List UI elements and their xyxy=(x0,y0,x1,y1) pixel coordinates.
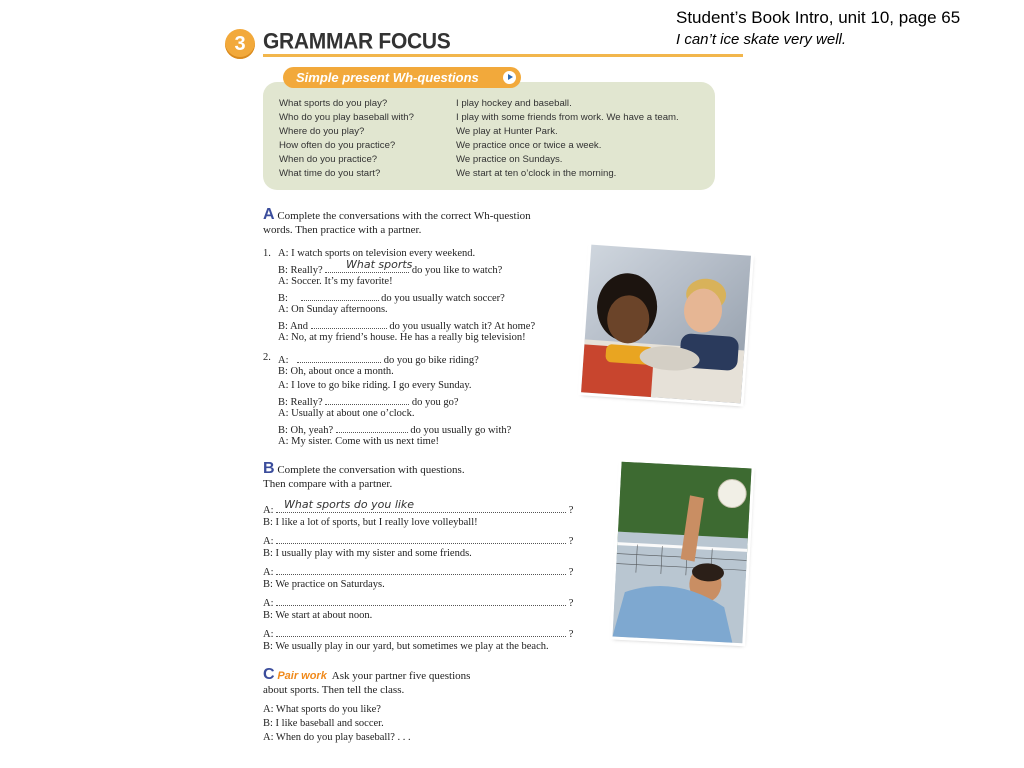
line-text: do you go bike riding? xyxy=(383,355,479,366)
section-b-answer-line: B: I like a lot of sports, but I really love volleyball! xyxy=(263,517,478,528)
section-b-question-line xyxy=(263,595,573,609)
grammar-subtitle-pill: Simple present Wh-questions xyxy=(283,67,521,88)
section-b-letter: B xyxy=(263,460,275,477)
line-label: A: xyxy=(263,505,274,516)
conv2-line xyxy=(278,394,459,408)
line-text: B: Really? xyxy=(278,397,323,408)
grammar-answer: We practice once or twice a week. xyxy=(456,140,602,151)
conv1-line xyxy=(278,318,535,332)
question-mark: ? xyxy=(568,505,574,516)
conv1-line: A: No, at my friend’s house. He has a really big television! xyxy=(278,332,526,343)
slide-header-title: Student’s Book Intro, unit 10, page 65 xyxy=(676,8,961,27)
line-text: B: Really? xyxy=(278,265,323,276)
photo-volleyball-player xyxy=(613,462,752,644)
answer-blank[interactable] xyxy=(276,564,566,575)
section-number-badge: 3 xyxy=(225,29,255,59)
answer-blank[interactable] xyxy=(276,626,566,637)
section-a-instruction xyxy=(263,208,531,237)
section-a-instruction-line1: Complete the conversations with the correct Wh-question xyxy=(277,210,531,222)
answer-blank[interactable] xyxy=(297,352,381,363)
conv1-line: A: I watch sports on television every weekend. xyxy=(278,248,476,259)
question-mark: ? xyxy=(568,598,574,609)
conv2-line: A: My sister. Come with us next time! xyxy=(278,436,439,447)
line-text: do you go? xyxy=(411,397,459,408)
conv2-line: A: Usually at about one o’clock. xyxy=(278,408,415,419)
slide-header-subtitle: I can’t ice skate very well. xyxy=(676,31,847,48)
conv1-number: 1. xyxy=(263,248,271,259)
line-label: A: xyxy=(263,536,274,547)
section-b-instruction-line1: Complete the conversation with questions. xyxy=(277,464,465,476)
answer-blank[interactable] xyxy=(325,394,409,405)
section-c-instruction xyxy=(263,668,470,697)
grammar-focus-title: GRAMMAR FOCUS xyxy=(263,29,451,54)
question-mark: ? xyxy=(568,567,574,578)
line-text: do you usually go with? xyxy=(410,425,512,436)
line-text: do you usually watch it? At home? xyxy=(389,321,536,332)
conv2-line: B: Oh, about once a month. xyxy=(278,366,394,377)
line-text: B: And xyxy=(278,321,309,332)
grammar-answer: We start at ten o’clock in the morning. xyxy=(456,168,617,179)
grammar-question: What sports do you play? xyxy=(279,98,388,109)
grammar-answer: I play hockey and baseball. xyxy=(456,98,572,109)
grammar-answer: We play at Hunter Park. xyxy=(456,126,558,137)
conv2-line xyxy=(278,422,511,436)
question-mark: ? xyxy=(568,536,574,547)
play-arrow-icon xyxy=(503,71,516,84)
line-label: A: xyxy=(263,629,274,640)
conv1-line xyxy=(278,290,505,304)
answer-blank[interactable] xyxy=(301,290,379,301)
photo-volleyball-illustration xyxy=(613,462,752,644)
section-c-line: A: When do you play baseball? . . . xyxy=(263,732,411,743)
line-text: B: xyxy=(278,293,288,304)
question-mark: ? xyxy=(568,629,574,640)
line-text: B: Oh, yeah? xyxy=(278,425,334,436)
grammar-question: Where do you play? xyxy=(279,126,365,137)
line-label: A: xyxy=(263,567,274,578)
grammar-question: When do you practice? xyxy=(279,154,378,165)
title-rule xyxy=(263,54,743,57)
conv1-line: A: Soccer. It’s my favorite! xyxy=(278,276,393,287)
section-b-question-line xyxy=(263,533,573,547)
section-c-instruction-line2: about sports. Then tell the class. xyxy=(263,684,405,696)
answer-blank[interactable] xyxy=(276,533,566,544)
section-b-question-line xyxy=(263,626,573,640)
answer-blank[interactable] xyxy=(276,595,566,606)
photo-two-friends-illustration xyxy=(581,245,751,404)
grammar-question: How often do you practice? xyxy=(279,140,396,151)
answer-blank[interactable] xyxy=(311,318,387,329)
grammar-question: What time do you start? xyxy=(279,168,381,179)
grammar-question: Who do you play baseball with? xyxy=(279,112,414,123)
section-b-answer-line: B: We start at about noon. xyxy=(263,610,373,621)
handwritten-answer: What sports do you like xyxy=(284,498,415,511)
line-text: do you usually watch soccer? xyxy=(381,293,505,304)
section-b-instruction xyxy=(263,462,465,491)
answer-blank[interactable] xyxy=(336,422,408,433)
line-text: A: xyxy=(278,355,289,366)
conv1-line: A: On Sunday afternoons. xyxy=(278,304,388,315)
conv2-line: A: I love to go bike riding. I go every Sunday. xyxy=(278,380,472,391)
section-c-instruction-line1: Ask your partner five questions xyxy=(331,670,471,682)
line-text: do you like to watch? xyxy=(411,265,503,276)
section-a-letter: A xyxy=(263,206,275,223)
conv2-number: 2. xyxy=(263,352,271,363)
section-b-answer-line: B: I usually play with my sister and some friends. xyxy=(263,548,472,559)
grammar-answer: We practice on Sundays. xyxy=(456,154,563,165)
section-b-question-line xyxy=(263,564,573,578)
photo-two-friends xyxy=(581,245,751,404)
section-c-letter: C xyxy=(263,666,275,683)
section-b-answer-line: B: We usually play in our yard, but sometimes we play at the beach. xyxy=(263,641,549,652)
pair-work-label: Pair work xyxy=(277,670,327,682)
section-c-line: A: What sports do you like? xyxy=(263,704,381,715)
line-label: A: xyxy=(263,598,274,609)
grammar-answer: I play with some friends from work. We have a team. xyxy=(456,112,679,123)
section-a-instruction-line2: words. Then practice with a partner. xyxy=(263,224,422,236)
section-b-answer-line: B: We practice on Saturdays. xyxy=(263,579,385,590)
conv2-line xyxy=(278,352,479,366)
handwritten-answer: What sports xyxy=(346,258,413,271)
section-b-instruction-line2: Then compare with a partner. xyxy=(263,478,393,490)
section-c-line: B: I like baseball and soccer. xyxy=(263,718,384,729)
